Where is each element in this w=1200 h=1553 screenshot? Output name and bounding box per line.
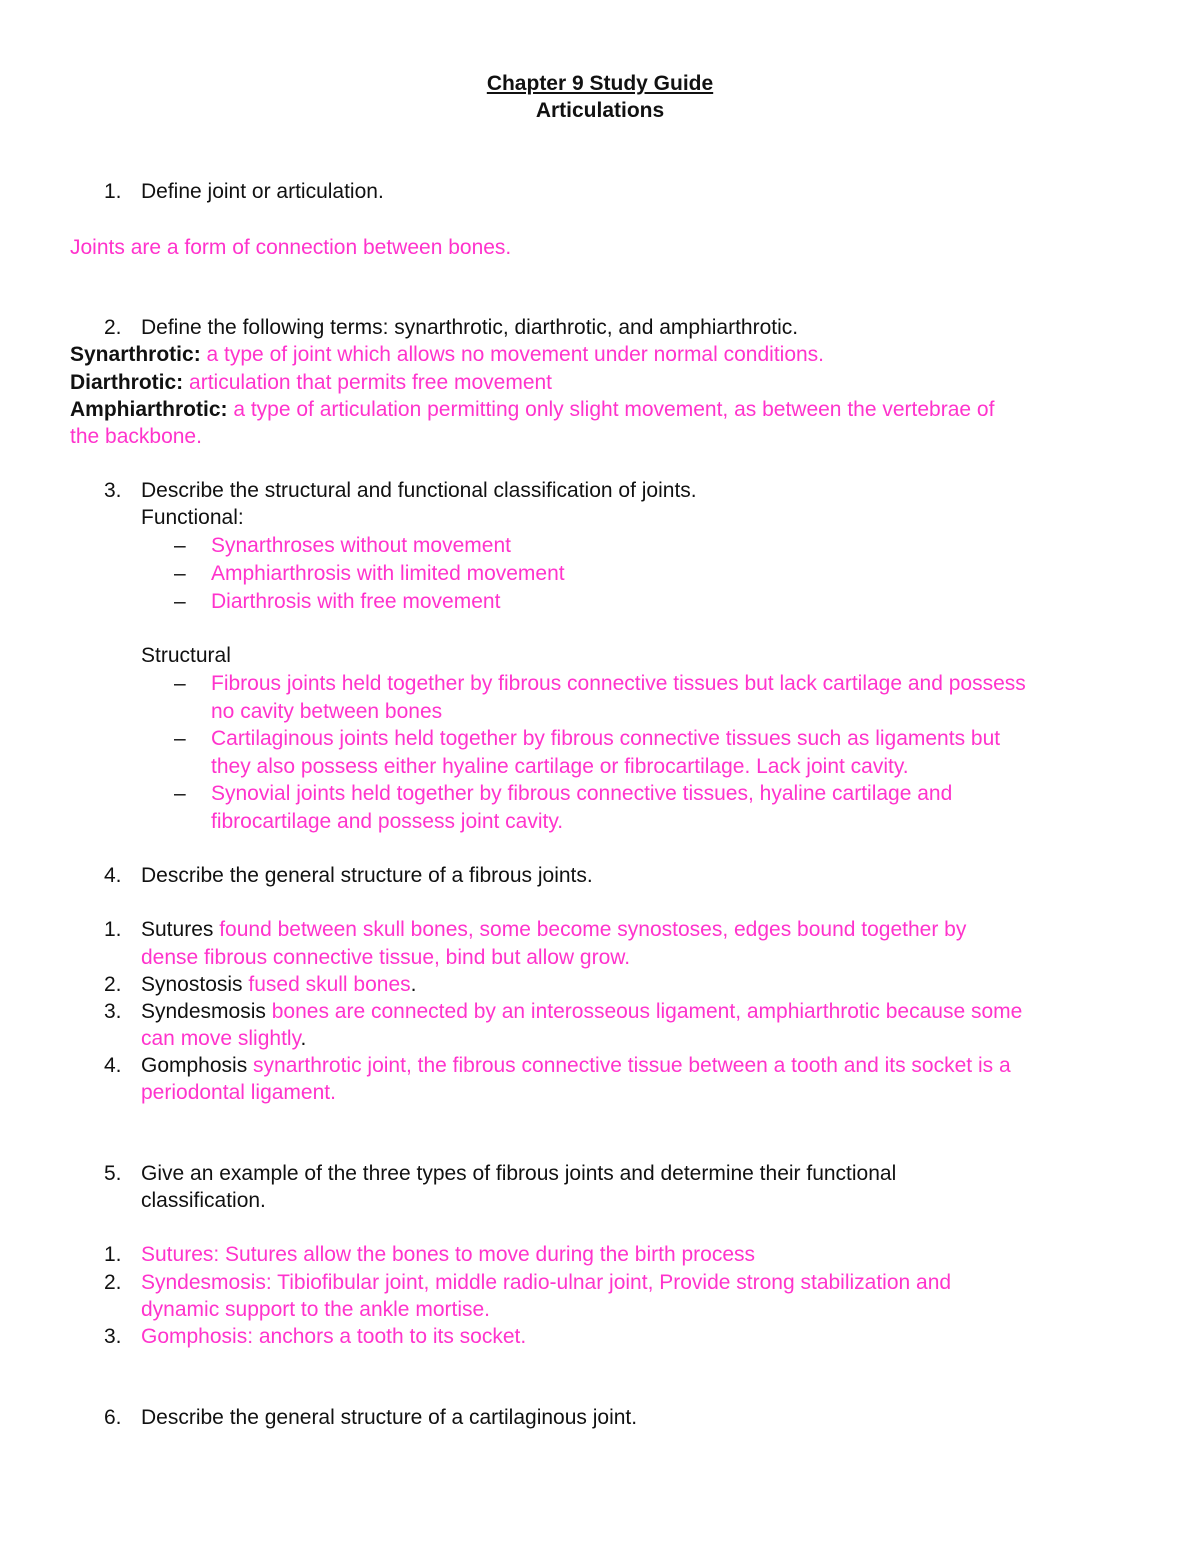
question-3-text: Describe the structural and functional classification of joints. — [141, 479, 697, 502]
period: . — [624, 946, 631, 969]
term-amphiarthrotic — [70, 398, 994, 422]
question-2-number: 2. — [104, 316, 122, 339]
structural-item-line: Cartilaginous joints held together by fibrous connective tissues such as ligaments but — [211, 727, 1001, 750]
list-item-number: 1. — [104, 918, 122, 941]
example-item: Syndesmosis: Tibiofibular joint, middle radio-ulnar joint, Provide strong stabilization and — [141, 1271, 952, 1294]
example-item-continuation: dynamic support to the ankle mortise. — [141, 1298, 491, 1321]
question-5-number: 5. — [104, 1162, 122, 1185]
question-6-number: 6. — [104, 1406, 122, 1429]
functional-label: Functional: — [141, 506, 244, 529]
joint-description: fused skull bones — [242, 973, 411, 996]
joint-description: synarthrotic joint, the fibrous connective tissue between a tooth and its socket is a — [247, 1054, 1011, 1077]
structural-label: Structural — [141, 644, 231, 667]
term-definition: a type of joint which allows no movement under normal conditions. — [200, 343, 825, 366]
list-item-number: 1. — [104, 1243, 122, 1266]
bullet-dash: – — [174, 727, 186, 750]
joint-name: Synostosis — [141, 973, 243, 996]
bullet-dash: – — [174, 782, 186, 805]
term-definition: a type of articulation permitting only slight movement, as between the vertebrae of — [227, 398, 995, 421]
question-4-number: 4. — [104, 864, 122, 887]
functional-item: Diarthrosis with free movement — [211, 590, 501, 613]
joint-name: Gomphosis — [141, 1054, 248, 1077]
list-item-number: 3. — [104, 1000, 122, 1023]
structural-item-line: Synovial joints held together by fibrous connective tissues, hyaline cartilage and — [211, 782, 953, 805]
structural-item-line: no cavity between bones — [211, 700, 443, 723]
structural-item-line: they also possess either hyaline cartilage or fibrocartilage. Lack joint cavity. — [211, 755, 909, 778]
period: . — [410, 973, 417, 996]
joint-name: Sutures — [141, 918, 214, 941]
term-label: Synarthrotic: — [70, 343, 201, 366]
list-item-number: 2. — [104, 973, 122, 996]
list-item-continuation — [141, 946, 630, 970]
list-item — [141, 973, 417, 997]
list-item-continuation: periodontal ligament. — [141, 1081, 336, 1104]
period: . — [300, 1027, 307, 1050]
list-item-number: 4. — [104, 1054, 122, 1077]
answer-1-text: Joints are a form of connection between bones. — [70, 236, 512, 259]
bullet-dash: – — [174, 672, 186, 695]
list-item-number: 2. — [104, 1271, 122, 1294]
example-item: Sutures: Sutures allow the bones to move during the birth process — [141, 1243, 756, 1266]
question-6-text: Describe the general structure of a cartilaginous joint. — [141, 1406, 638, 1429]
page-title: Chapter 9 Study Guide — [486, 72, 714, 95]
joint-name: Syndesmosis — [141, 1000, 266, 1023]
structural-item-line: Fibrous joints held together by fibrous connective tissues but lack cartilage and possess — [211, 672, 1026, 695]
joint-description: bones are connected by an interosseous ligament, amphiarthrotic because some — [265, 1000, 1023, 1023]
question-5-text: Give an example of the three types of fibrous joints and determine their functional — [141, 1162, 897, 1185]
bullet-dash: – — [174, 590, 186, 613]
term-definition: articulation that permits free movement — [183, 371, 553, 394]
bullet-dash: – — [174, 562, 186, 585]
list-item-number: 3. — [104, 1325, 122, 1348]
structural-item-line: fibrocartilage and possess joint cavity. — [211, 810, 564, 833]
term-synarthrotic — [70, 343, 824, 367]
term-diarthrotic — [70, 371, 552, 395]
question-5-text-continuation: classification. — [141, 1189, 266, 1212]
question-4-text: Describe the general structure of a fibrous joints. — [141, 864, 593, 887]
term-label: Diarthrotic: — [70, 371, 184, 394]
list-item — [141, 918, 966, 942]
question-1-number: 1. — [104, 180, 122, 203]
joint-description: can move slightly — [141, 1027, 301, 1050]
joint-description: dense fibrous connective tissue, bind but allow grow — [141, 946, 625, 969]
list-item — [141, 1000, 1022, 1024]
page-subtitle: Articulations — [535, 99, 665, 122]
list-item-continuation — [141, 1027, 306, 1051]
example-item: Gomphosis: anchors a tooth to its socket. — [141, 1325, 527, 1348]
functional-item: Amphiarthrosis with limited movement — [211, 562, 565, 585]
question-1-text: Define joint or articulation. — [141, 180, 384, 203]
term-amphiarthrotic-continuation: the backbone. — [70, 425, 202, 448]
question-2-text: Define the following terms: synarthrotic, diarthrotic, and amphiarthrotic. — [141, 316, 799, 339]
term-label: Amphiarthrotic: — [70, 398, 228, 421]
joint-description: found between skull bones, some become synostoses, edges bound together by — [213, 918, 967, 941]
list-item — [141, 1054, 1011, 1078]
question-3-number: 3. — [104, 479, 122, 502]
bullet-dash: – — [174, 534, 186, 557]
functional-item: Synarthroses without movement — [211, 534, 511, 557]
